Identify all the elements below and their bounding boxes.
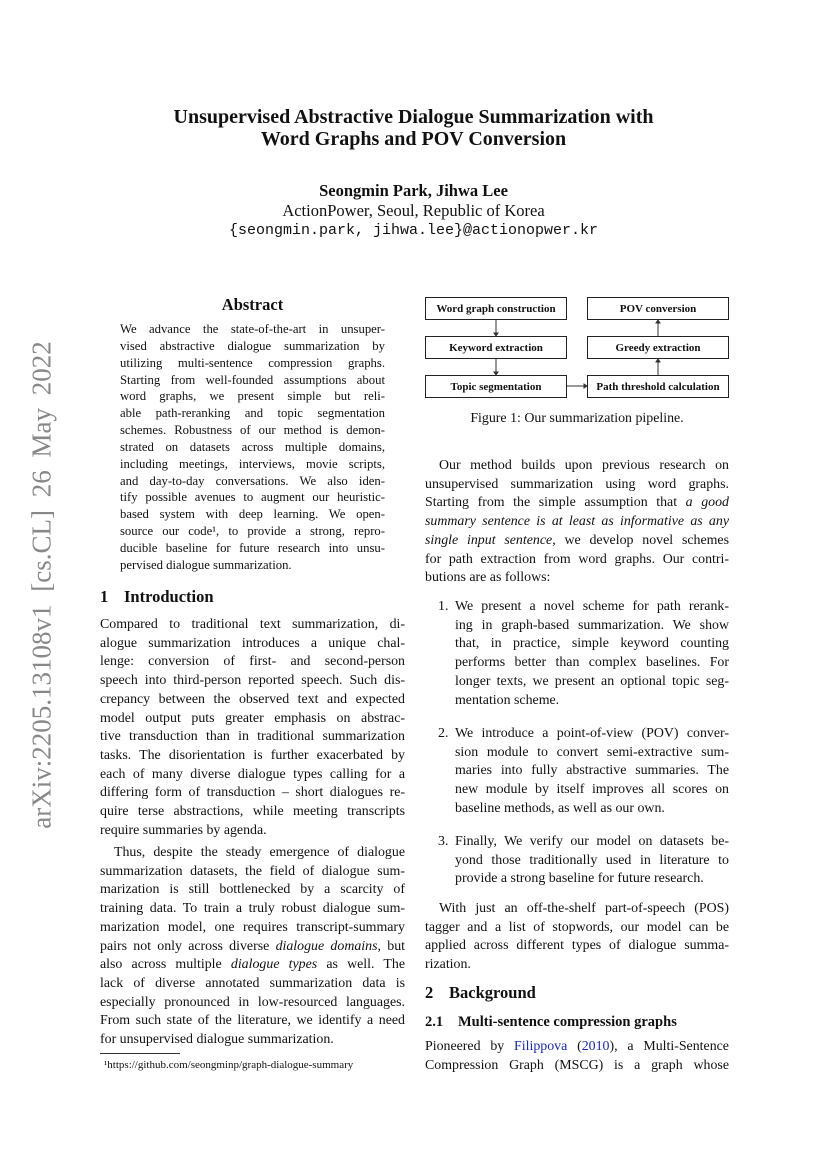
subsection-title: Multi-sentence compression graphs: [458, 1014, 677, 1030]
text-line: alogue summarization introduces a unique chal-: [100, 635, 405, 651]
arrowhead-icon: [494, 372, 498, 375]
italic-text: summary sentence is at least as informative as any: [425, 514, 729, 530]
text-line: We introduce a point-of-view (POV) conver-: [455, 726, 729, 741]
text-line: Compression Graph (MSCG) is a graph whose: [425, 1057, 729, 1073]
list-item: [455, 833, 729, 889]
pipeline-box-keyword: Keyword extraction: [425, 336, 567, 359]
section-title: Background: [449, 983, 536, 1002]
text-line: From such state of the literature, we identify a need: [100, 1013, 405, 1029]
footnote-rule: [100, 1053, 180, 1054]
figure-caption: Figure 1: Our summarization pipeline.: [470, 411, 684, 426]
text-line: including meetings, interviews, movie scripts,: [120, 456, 385, 471]
text-line: and day-to-day conversations. We also iden-: [120, 473, 385, 488]
text-line: Compared to traditional text summarization, di-: [100, 617, 405, 632]
text-line: source our code¹, to provide a strong, repro-: [120, 524, 385, 539]
paper-title: [0, 106, 827, 150]
text-line: Finally, We verify our model on datasets be-: [455, 834, 729, 849]
right-paragraph-1: [425, 457, 729, 588]
arxiv-side-stamp: arXiv:2205.13108v1 [cs.CL] 26 May 2022: [26, 341, 57, 829]
text-line: We advance the state-of-the-art in unsuper-: [120, 322, 385, 336]
list-item: [455, 725, 729, 819]
text-line: performs better than complex baselines. For: [455, 655, 729, 671]
text-line: [425, 1038, 729, 1057]
text-segment: as well. The: [317, 957, 405, 973]
text-line: tive transduction than in traditional summarization: [100, 729, 405, 745]
text-line: ing in graph-based summarization. We show: [455, 617, 729, 633]
text-line: unsupervised summarization using word graphs.: [425, 476, 729, 492]
text-line: [425, 513, 729, 532]
section-2-heading: [425, 983, 536, 1003]
section-title: Introduction: [124, 587, 214, 606]
list-item-number: 1.: [438, 599, 449, 614]
pipeline-box-path-threshold: Path threshold calculation: [587, 375, 729, 398]
text-line: crepancy between the observed text and expected: [100, 691, 405, 707]
text-segment: , we develop novel schemes: [552, 532, 729, 548]
text-line: Thus, despite the steady emergence of dialogue: [114, 845, 405, 860]
arrowhead-icon: [494, 333, 498, 336]
text-line: marization model, one requires transcript-summary: [100, 919, 405, 935]
text-line: longer texts, we present an optional topic seg-: [455, 673, 729, 689]
section-2-1-heading: [425, 1014, 677, 1031]
text-line: for path extraction from word graphs. Our contri-: [425, 551, 729, 567]
text-line: [100, 956, 405, 975]
abstract-heading: Abstract: [221, 295, 284, 314]
section-number: 1: [100, 587, 109, 606]
text-line: based system with deep learning. We open-: [120, 507, 385, 522]
pipeline-box-word-graph: Word graph construction: [425, 297, 567, 320]
text-line: word graphs, we present simple but reli-: [120, 389, 385, 404]
title-line: Word Graphs and POV Conversion: [260, 128, 567, 150]
list-item: [455, 598, 729, 710]
text-line: require summaries by agenda.: [100, 822, 267, 838]
pipeline-box-greedy: Greedy extraction: [587, 336, 729, 359]
text-line: applied across different types of dialogue summa-: [425, 938, 729, 954]
text-line: ducible baseline for future research into unsu-: [120, 540, 385, 555]
text-line: utilizing multi-sentence compression graphs.: [120, 355, 385, 370]
text-segment: pairs not only across diverse: [100, 938, 276, 954]
text-segment: ), a Multi-Sentence: [609, 1039, 729, 1054]
pipeline-box-topic: Topic segmentation: [425, 375, 567, 398]
text-line: quire terse abstractions, while meeting transcripts: [100, 804, 405, 820]
citation-link[interactable]: Filippova: [514, 1039, 568, 1054]
text-line: tasks. The disorientation is further exacerbated by: [100, 747, 405, 763]
text-line: yond those traditionally used in literature to: [455, 852, 729, 868]
text-line: strated on datasets across multiple domains,: [120, 439, 385, 454]
arrowhead-icon: [656, 359, 660, 362]
arrowhead-icon: [656, 320, 660, 323]
affiliation: ActionPower, Seoul, Republic of Korea: [282, 201, 545, 220]
text-line: each of many diverse dialogue types calling for a: [100, 766, 405, 782]
section-1-heading: [100, 587, 214, 607]
text-line: We present a novel scheme for path rerank-: [455, 599, 729, 614]
text-segment: Pioneered by: [425, 1039, 515, 1054]
right-paragraph-2: [425, 900, 729, 975]
text-line: Our method builds upon previous research on: [439, 458, 729, 473]
arrowhead-icon: [584, 384, 587, 388]
text-line: tify possible avenues to augment our heuristic-: [120, 490, 385, 505]
italic-text: single input sentence: [425, 532, 553, 548]
text-line: With just an off-the-shelf part-of-speech (POS): [439, 901, 729, 916]
text-line: sion module to convert semi-extractive sum-: [455, 744, 729, 760]
italic-text: dialogue types: [230, 957, 318, 973]
text-segment: (: [567, 1039, 582, 1054]
text-line: rization.: [425, 957, 471, 973]
right-paragraph-3: [425, 1038, 729, 1075]
text-segment: Starting from the simple assumption that: [425, 495, 686, 511]
footnote: ¹https://github.com/seongminp/graph-dialogue-summary: [104, 1059, 354, 1071]
text-line: new module by itself improves all scores on: [455, 782, 729, 798]
list-item-number: 3.: [438, 834, 449, 849]
text-line: vised abstractive dialogue summarization by: [120, 338, 385, 353]
text-line: differing form of transduction – short dialogues re-: [100, 785, 405, 801]
abstract-body: [120, 321, 385, 574]
citation-link[interactable]: 2010: [581, 1039, 610, 1054]
text-line: butions are as follows:: [425, 570, 551, 586]
text-line: tagger and a list of stopwords, our model can be: [425, 919, 729, 935]
list-item-number: 2.: [438, 726, 449, 741]
text-line: training data. To train a truly robust dialogue sum-: [100, 901, 405, 917]
section-number: 2: [425, 983, 434, 1002]
text-segment: , but: [377, 938, 405, 954]
title-line: Unsupervised Abstractive Dialogue Summarization with: [173, 106, 654, 128]
text-line: lenge: conversion of first- and second-person: [100, 654, 405, 670]
text-line: baseline methods, as well as our own.: [455, 800, 665, 816]
text-line: summarization datasets, the field of dialogue sum-: [100, 863, 405, 879]
italic-text: dialogue domains: [275, 938, 378, 954]
text-line: marization is still bottlenecked by a scarcity of: [100, 882, 405, 898]
text-line: for unsupervised dialogue summarization.: [100, 1032, 334, 1048]
subsection-number: 2.1: [425, 1014, 444, 1030]
authors: Seongmin Park, Jihwa Lee: [319, 181, 508, 200]
text-line: [425, 494, 729, 513]
text-line: able path-reranking and topic segmentation: [120, 406, 385, 421]
text-line: [100, 938, 405, 957]
italic-text: a good: [685, 495, 729, 511]
text-segment: also across multiple: [100, 957, 231, 973]
text-line: model output puts greater emphasis on abstrac-: [100, 710, 405, 726]
intro-paragraph-1: [100, 616, 405, 840]
pipeline-box-pov: POV conversion: [587, 297, 729, 320]
email: {seongmin.park, jihwa.lee}@actionopwer.kr: [228, 222, 599, 239]
text-line: lack of diverse annotated summarization data is: [100, 975, 405, 991]
text-line: Starting from well-founded assumptions about: [120, 372, 385, 387]
text-line: mentation scheme.: [455, 692, 560, 708]
text-line: that, in practice, simple keyword counting: [455, 636, 729, 652]
text-line: maries into fully abstractive summaries. The: [455, 763, 729, 779]
text-line: especially pronounced in low-resourced languages.: [100, 994, 405, 1010]
text-line: speech into third-person reported speech. Such dis-: [100, 673, 405, 689]
text-line: [425, 532, 729, 551]
text-line: provide a strong baseline for future research.: [455, 871, 704, 887]
text-line: schemes. Robustness of our method is demon-: [120, 423, 385, 438]
intro-paragraph-2: [100, 844, 405, 1050]
text-line: pervised dialogue summarization.: [120, 557, 292, 572]
